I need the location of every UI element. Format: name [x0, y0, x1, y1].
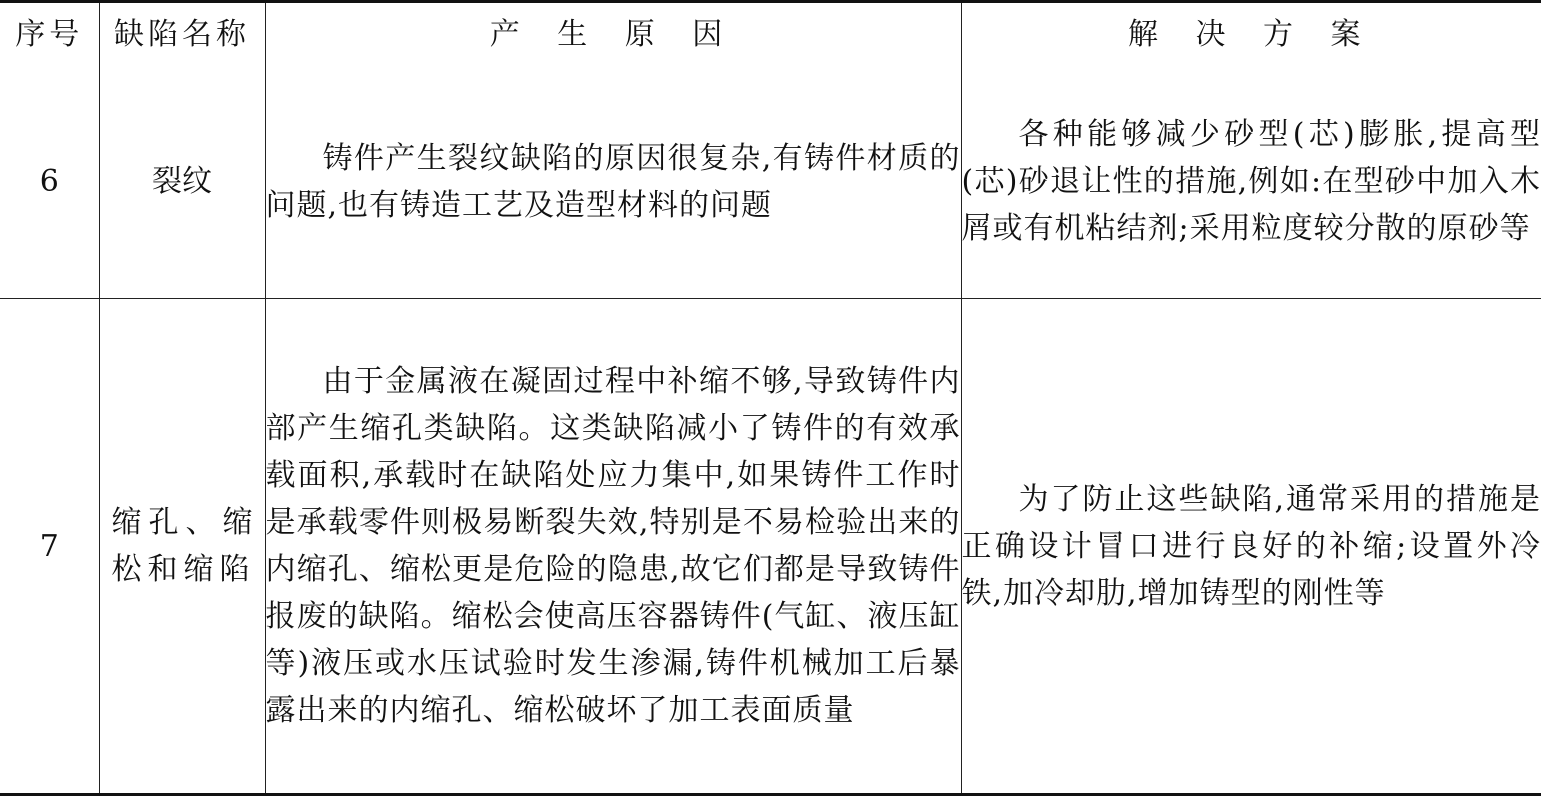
cause-text: 由于金属液在凝固过程中补缩不够,导致铸件内部产生缩孔类缺陷。这类缺陷减小了铸件的有效承载面积,承载时在缺陷处应力集中,如果铸件工作时是承载零件则极易断裂失效,特别是不易检验出来的内缩孔、缩松更是危险的隐患,故它们都是导致铸件报废的缺陷。缩松会使高压容器铸件(气缸、液压缸等)液压或水压试验时发生渗漏,铸件机械加工后暴露出来的内缩孔、缩松破坏了加工表面质量	[265, 364, 961, 728]
header-defect-name: 缺陷名称	[99, 2, 265, 66]
cause-text: 铸件产生裂纹缺陷的原因很复杂,有铸件材质的问题,也有铸造工艺及造型材料的问题	[265, 140, 961, 223]
solution-text: 各种能够减少砂型(芯)膨胀,提高型(芯)砂退让性的措施,例如:在型砂中加入木屑或有机粘结剂;采用粒度较分散的原砂等	[961, 117, 1541, 247]
table-row	[0, 66, 1541, 299]
cause-cell	[265, 66, 961, 299]
header-index: 序号	[0, 2, 99, 66]
defect-name: 缩孔、缩松和缩陷	[99, 299, 265, 795]
table-row	[0, 299, 1541, 795]
header-row	[0, 2, 1541, 66]
cause-cell	[265, 299, 961, 795]
header-solution: 解 决 方 案	[961, 2, 1541, 66]
solution-text: 为了防止这些缺陷,通常采用的措施是正确设计冒口进行良好的补缩;设置外冷铁,加冷却肋,增加铸型的刚性等	[961, 481, 1541, 611]
header-cause: 产 生 原 因	[265, 2, 961, 66]
solution-cell	[961, 66, 1541, 299]
solution-cell	[961, 299, 1541, 795]
row-index: 7	[0, 299, 99, 795]
defect-name: 裂纹	[99, 66, 265, 299]
row-index: 6	[0, 66, 99, 299]
